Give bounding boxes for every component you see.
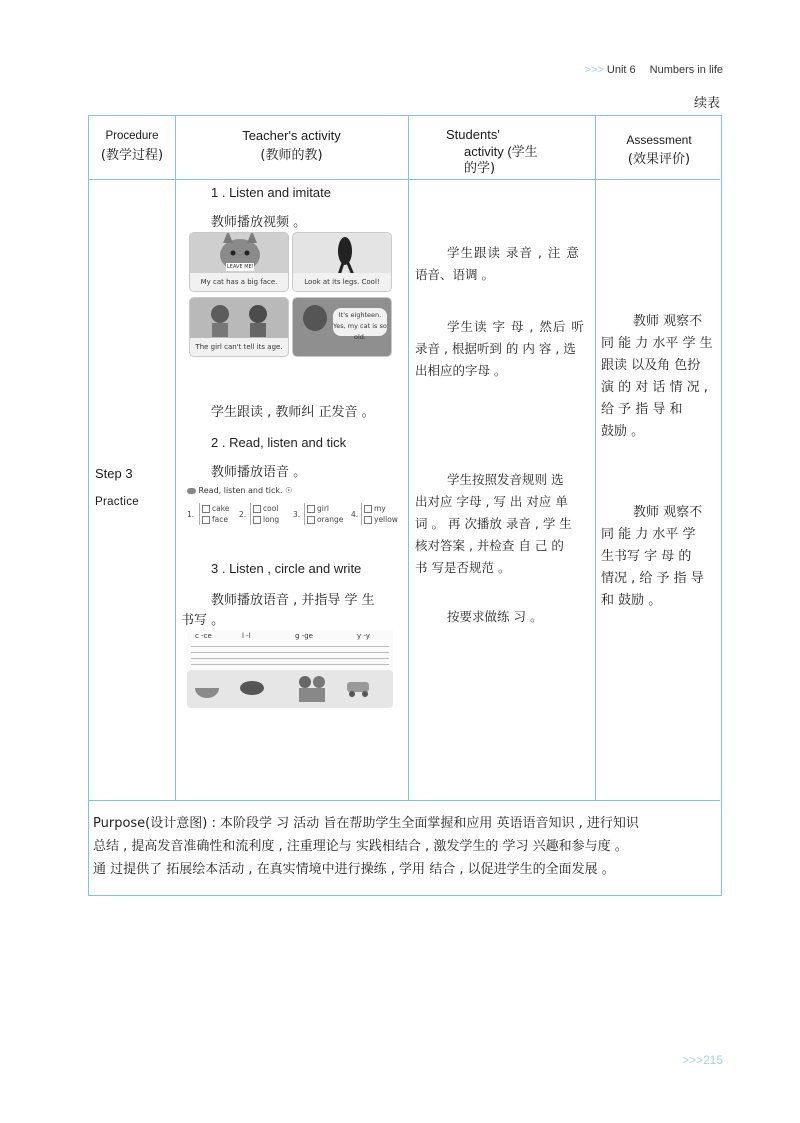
tick-group: 2. cool long: [239, 504, 280, 524]
unit-label: Unit 6: [606, 64, 636, 76]
step-name: Step 3: [95, 466, 133, 481]
writing-line: [191, 646, 389, 647]
assessment-1: 教师 观察不 同 能 力 水平 学 生 跟读 以及角 色扮 演 的 对 话 情 况 , 给 予 指 导 和 鼓励 。: [601, 314, 713, 439]
task1-follow: 学生跟读 , 教师纠 正发音 。: [211, 405, 375, 420]
header-procedure: Procedure (教学过程): [100, 130, 164, 163]
tick-exercise: [187, 502, 401, 528]
tick-group: 3. girl orange: [293, 504, 344, 524]
bullet-icon: [187, 488, 196, 494]
checkbox[interactable]: [364, 516, 372, 524]
checkbox[interactable]: [253, 505, 261, 513]
story-picture-3: [189, 297, 289, 357]
story-picture-1: [189, 232, 289, 292]
assessment-2: 教师 观察不 同 能 力 水平 学 生书写 字 母 的 情况 , 给 予 指 导 和 鼓励 。: [601, 505, 704, 608]
task1-desc: 教师播放视频 。: [211, 215, 307, 230]
checkbox[interactable]: [202, 505, 210, 513]
picture-caption: My cat has a big face.: [190, 273, 288, 291]
tick-exercise-title: Read, listen and tick. ☉: [187, 486, 292, 495]
pattern-label: y -y: [357, 632, 370, 640]
header-students: Students' activity (学生 的学): [446, 127, 538, 176]
task3-desc-cont: 书写 。: [181, 613, 225, 628]
girl-icon: [313, 676, 325, 688]
header-teacher: Teacher's activity (教师的教): [242, 128, 341, 163]
unit-title: Numbers in life: [649, 64, 723, 76]
col-divider: [408, 116, 409, 800]
task2-desc: 教师播放语音 。: [211, 465, 307, 480]
tick-group: 1. cake face: [187, 504, 230, 524]
task3-desc: 教师播放语音 , 并指导 学 生: [211, 593, 375, 608]
story-picture-4: [292, 297, 392, 357]
boy-icon: [299, 676, 311, 688]
checkbox[interactable]: [202, 516, 210, 524]
tick-group: 4. my yellow: [351, 504, 398, 524]
writing-exercise: [187, 630, 393, 708]
story-picture-2: [292, 232, 392, 292]
writing-line: [191, 658, 389, 659]
pattern-label: c -ce: [195, 632, 212, 640]
students-activity-3: 学生按照发音规则 选 出对应 字母 , 写 出 对应 单 词 。 再 次播放 录音 , 学 生 核对答案 , 并检查 自 己 的 书 写是否规范 。: [415, 472, 572, 575]
lesson-table: [88, 115, 722, 896]
picture-caption: Look at its legs. Cool!: [293, 273, 391, 291]
page-number: >>>215: [681, 1053, 723, 1067]
writing-line: [191, 652, 389, 653]
writing-line: [191, 664, 389, 665]
step-label: Practice: [95, 496, 139, 508]
purpose-divider: [89, 800, 720, 801]
car-icon: [347, 682, 369, 692]
checkbox[interactable]: [253, 516, 261, 524]
header-arrows: >>>: [584, 64, 604, 76]
header-assessment: Assessment (效果评价): [626, 133, 692, 167]
task3-title: 3 . Listen , circle and write: [211, 561, 362, 576]
students-activity-1: 学生跟读 录音 , 注 意 语音、语调 。: [415, 245, 580, 282]
headphones-icon: ☉: [285, 486, 293, 495]
continued-label: 续表: [693, 96, 720, 111]
purpose-text: Purpose(设计意图) : 本阶段学 习 活动 旨在帮助学生全面掌握和应用 英语语音知识 , 进行知识 总结 , 提高发音准确性和流利度 , 注重理论与 实践相结合 , 激发学生的 学习 兴趣和参与度 。 通 过提供了 拓展绘本活动 , 在真实情境中进行操练 , 学用 结合 , 以促进学生的全面发展 。: [93, 816, 639, 877]
task2-title: 2 . Read, listen and tick: [211, 435, 347, 450]
col-divider: [595, 116, 596, 800]
sign-text: LEAVE ME!: [227, 264, 254, 270]
students-activity-2: 学生读 字 母 , 然后 听 录音 , 根据听到 的 内 容 , 选 出相应的字母 。: [415, 319, 585, 378]
speech-bubble: It's eighteen. Yes, my cat is so old.: [333, 311, 387, 341]
picture-caption: The girl can't tell its age.: [190, 338, 288, 356]
checkbox[interactable]: [307, 516, 315, 524]
pattern-label: g -ge: [295, 632, 313, 640]
checkbox[interactable]: [364, 505, 372, 513]
checkbox[interactable]: [307, 505, 315, 513]
fish-icon: [240, 681, 264, 695]
students-activity-4: 按要求做练 习 。: [447, 609, 543, 624]
page-header: [585, 64, 723, 76]
col-divider: [175, 116, 176, 800]
task1-title: 1 . Listen and imitate: [211, 185, 331, 200]
pattern-label: l -l: [242, 632, 251, 640]
word-pictures: [187, 670, 393, 708]
